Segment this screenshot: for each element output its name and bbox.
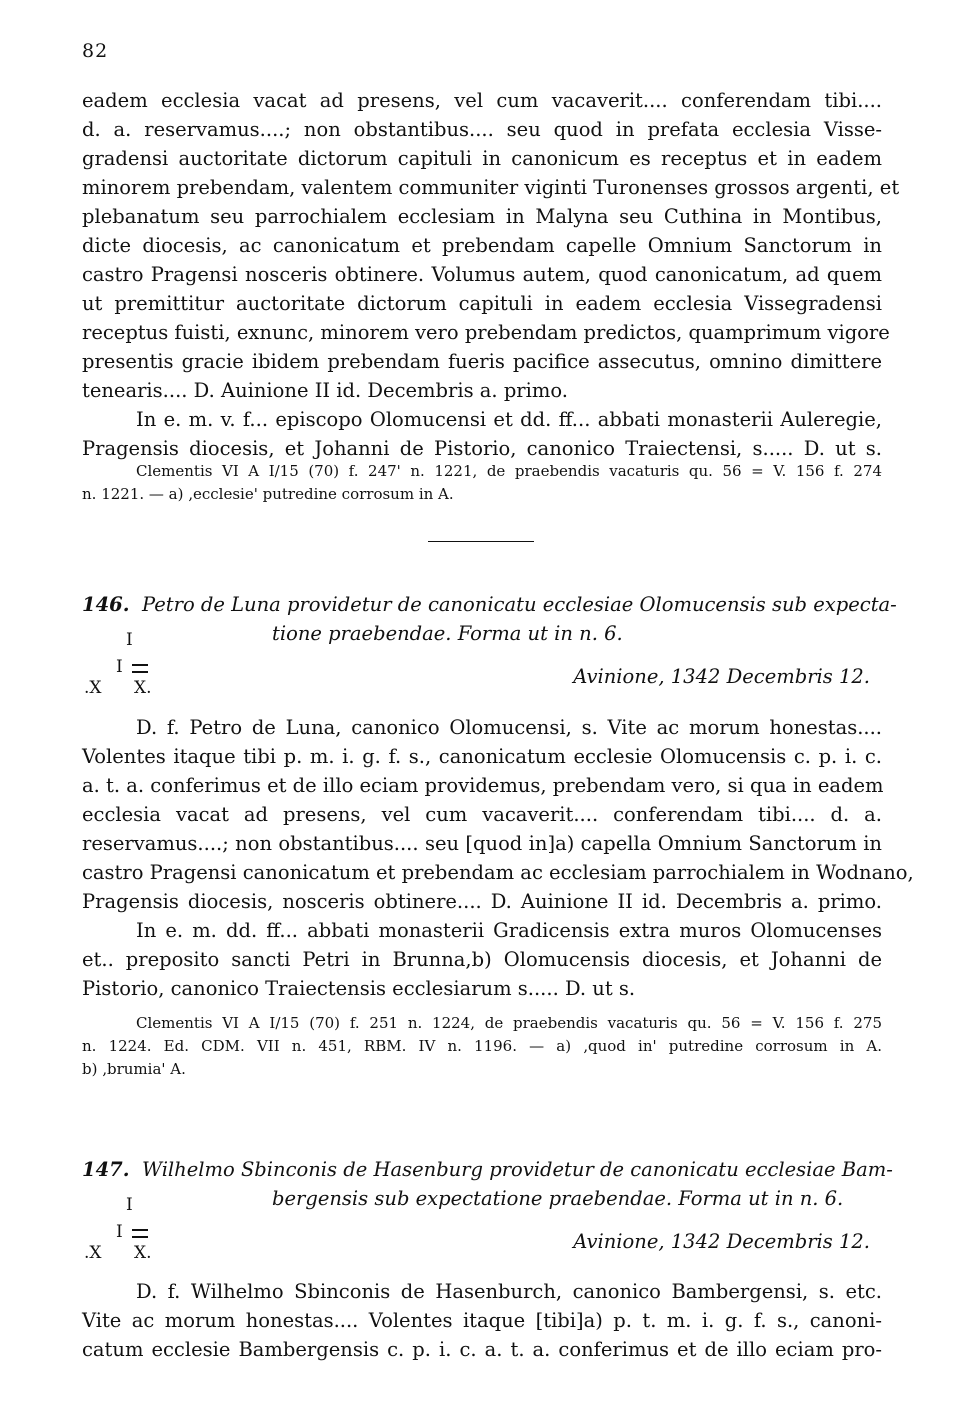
text-line: reservamus....; non obstantibus.... seu [quod in]a) capella Omnium Sanctorum in xyxy=(82,832,882,855)
text-line: eadem ecclesia vacat ad presens, vel cum vacaverit.... conferendam tibi.... xyxy=(82,89,882,112)
text-line: In e. m. dd. ff... abbati monasterii Gradicensis extra muros Olomucenses xyxy=(136,919,882,942)
entry-body xyxy=(82,713,914,1003)
mark-left: I xyxy=(116,1222,123,1242)
footnote-line: b) ‚brumia' A. xyxy=(82,1060,186,1078)
text-line: receptus fuisti, exnunc, minorem vero prebendam predictos, quamprimum vigore xyxy=(82,321,890,344)
paragraph-continuation xyxy=(82,86,900,463)
entry-number: 146. xyxy=(82,593,130,616)
page-number: 82 xyxy=(82,40,109,62)
mark-bar xyxy=(132,664,148,666)
text-line: plebanatum seu parrochialem ecclesiam in Malyna seu Cuthina in Montibus, xyxy=(82,205,882,228)
place-date: Avinione, 1342 Decembris 12. xyxy=(573,665,870,688)
text-line: Pragensis diocesis, nosceris obtinere.... D. Auinione II id. Decembris a. primo. xyxy=(82,890,882,913)
mark-bottom-right: X. xyxy=(134,678,152,698)
mark-bottom-left: .X xyxy=(84,678,102,698)
text-line: et.. preposito sancti Petri in Brunna,b) Olomucensis diocesis, et Johanni de xyxy=(82,948,882,971)
entry-heading xyxy=(82,1158,893,1268)
footnote-block xyxy=(82,1012,882,1081)
mark-left: I xyxy=(116,657,123,677)
text-line: Pistorio, canonico Traiectensis ecclesiarum s..... D. ut s. xyxy=(82,977,636,1000)
mark-bar xyxy=(132,671,148,673)
footnote-line: n. 1221. — a) ‚ecclesie' putredine corrosum in A. xyxy=(82,485,454,503)
text-line: a. t. a. conferimus et de illo eciam providemus, prebendam vero, si qua in eadem xyxy=(82,774,884,797)
text-line: catum ecclesie Bambergensis c. p. i. c. a. t. a. conferimus et de illo eciam pro- xyxy=(82,1338,882,1361)
registry-mark xyxy=(82,630,192,698)
text-line: ut premittitur auctoritate dictorum capituli in eadem ecclesia Vissegradensi xyxy=(82,292,882,315)
mark-bottom-left: .X xyxy=(84,1243,102,1263)
section-divider xyxy=(428,541,534,542)
place-date: Avinione, 1342 Decembris 12. xyxy=(573,1230,870,1253)
entry-body xyxy=(82,1277,882,1364)
entry-number: 147. xyxy=(82,1158,130,1181)
entry-title-line: Wilhelmo Sbinconis de Hasenburg providetur de canonicatu ecclesiae Bam- xyxy=(142,1158,893,1181)
text-line: Vite ac morum honestas.... Volentes itaque [tibi]a) p. t. m. i. g. f. s., canoni- xyxy=(82,1309,882,1332)
mark-bottom-right: X. xyxy=(134,1243,152,1263)
text-line: gradensi auctoritate dictorum capituli in canonicum es receptus et in eadem xyxy=(82,147,882,170)
mark-bar xyxy=(132,1229,148,1231)
text-line: d. a. reservamus....; non obstantibus.... seu quod in prefata ecclesia Visse- xyxy=(82,118,882,141)
text-line: ecclesia vacat ad presens, vel cum vacaverit.... conferendam tibi.... d. a. xyxy=(82,803,882,826)
footnote-line: Clementis VI A I/15 (70) f. 247' n. 1221, de praebendis vacaturis qu. 56 = V. 156 f. 274 xyxy=(136,462,882,480)
text-line: D. f. Petro de Luna, canonico Olomucensi, s. Vite ac morum honestas.... xyxy=(136,716,882,739)
footnote-line: n. 1224. Ed. CDM. VII n. 451, RBM. IV n. 1196. — a) ‚quod in' putredine corrosum in A. xyxy=(82,1037,882,1055)
text-line: D. f. Wilhelmo Sbinconis de Hasenburch, canonico Bambergensi, s. etc. xyxy=(136,1280,882,1303)
text-line: castro Pragensi canonicatum et prebendam ac ecclesiam parrochialem in Wodnano, xyxy=(82,861,914,884)
entry-title-line: Petro de Luna providetur de canonicatu ecclesiae Olomucensis sub expecta- xyxy=(142,593,897,616)
text-line: tenearis.... D. Auinione II id. Decembris a. primo. xyxy=(82,379,568,402)
text-line: dicte diocesis, ac canonicatum et prebendam capelle Omnium Sanctorum in xyxy=(82,234,882,257)
mark-top: I xyxy=(126,1195,133,1215)
text-line: presentis gracie ibidem prebendam fueris pacifice assecutus, omnino dimittere xyxy=(82,350,882,373)
text-line: minorem prebendam, valentem communiter viginti Turonenses grossos argenti, et xyxy=(82,176,900,199)
text-line: In e. m. v. f... episcopo Olomucensi et dd. ff... abbati monasterii Auleregie, xyxy=(136,408,882,431)
entry-title-line: bergensis sub expectatione praebendae. Forma ut in n. 6. xyxy=(272,1187,844,1210)
footnote-block xyxy=(82,460,882,506)
footnote-line: Clementis VI A I/15 (70) f. 251 n. 1224, de praebendis vacaturis qu. 56 = V. 156 f. 275 xyxy=(136,1014,882,1032)
entry-title-line: tione praebendae. Forma ut in n. 6. xyxy=(272,622,623,645)
text-line: Pragensis diocesis, et Johanni de Pistorio, canonico Traiectensi, s..... D. ut s. xyxy=(82,437,882,460)
text-line: castro Pragensi nosceris obtinere. Volumus autem, quod canonicatum, ad quem xyxy=(82,263,882,286)
entry-heading xyxy=(82,593,897,703)
mark-top: I xyxy=(126,630,133,650)
registry-mark xyxy=(82,1195,192,1263)
text-line: Volentes itaque tibi p. m. i. g. f. s., canonicatum ecclesie Olomucensis c. p. i. c. xyxy=(82,745,882,768)
mark-bar xyxy=(132,1236,148,1238)
